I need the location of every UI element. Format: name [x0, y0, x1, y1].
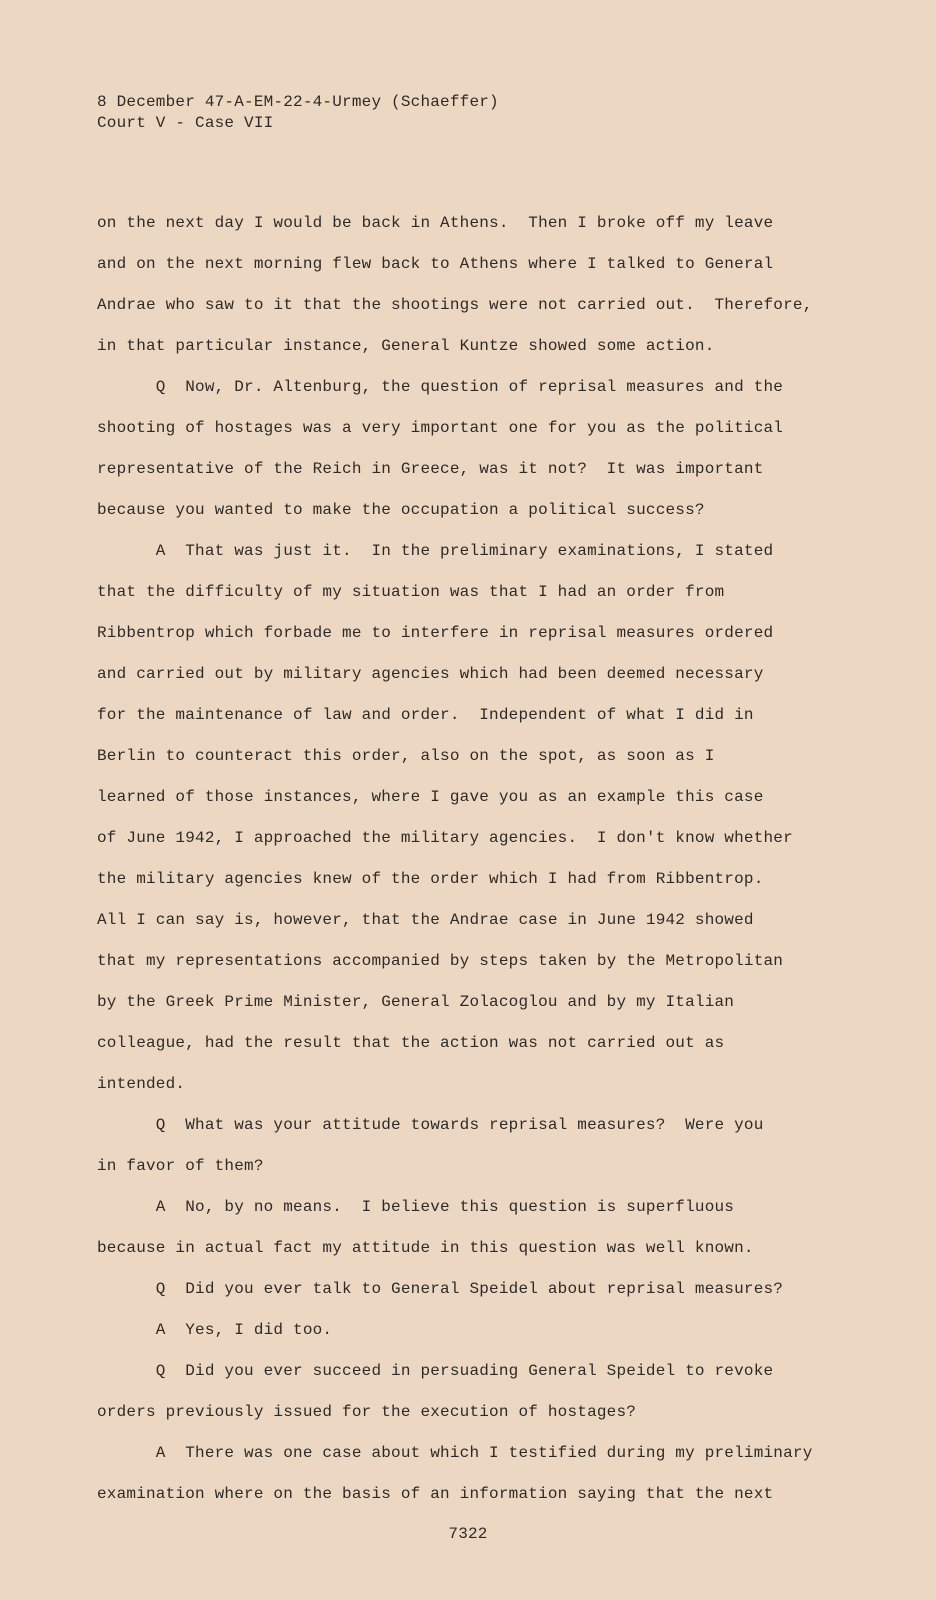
text-line: by the Greek Prime Minister, General Zolacoglou and by my Italian [97, 993, 735, 1011]
text-line: Ribbentrop which forbade me to interfere in reprisal measures ordered [97, 624, 774, 642]
text-line: Q Now, Dr. Altenburg, the question of reprisal measures and the [97, 378, 784, 396]
text-line: and on the next morning flew back to Athens where I talked to General [97, 255, 774, 273]
text-line: Q Did you ever succeed in persuading General Speidel to revoke [97, 1362, 774, 1380]
text-line: for the maintenance of law and order. Independent of what I did in [97, 706, 754, 724]
text-line: examination where on the basis of an information saying that the next [97, 1485, 774, 1503]
text-line: orders previously issued for the execution of hostages? [97, 1403, 637, 1421]
text-line: Berlin to counteract this order, also on the spot, as soon as I [97, 747, 715, 765]
text-line: shooting of hostages was a very important one for you as the political [97, 419, 784, 437]
transcript-body [97, 210, 857, 1522]
text-line: because in actual fact my attitude in this question was well known. [97, 1239, 754, 1257]
text-line: All I can say is, however, that the Andrae case in June 1942 showed [97, 911, 754, 929]
text-line: that the difficulty of my situation was that I had an order from [97, 583, 725, 601]
text-line: intended. [97, 1075, 186, 1093]
text-line: because you wanted to make the occupation a political success? [97, 501, 705, 519]
text-line: Andrae who saw to it that the shootings were not carried out. Therefore, [97, 296, 813, 314]
text-line: learned of those instances, where I gave you as an example this case [97, 788, 764, 806]
text-line: A That was just it. In the preliminary examinations, I stated [97, 542, 774, 560]
text-line: Q Did you ever talk to General Speidel about reprisal measures? [97, 1280, 784, 1298]
text-line: representative of the Reich in Greece, was it not? It was important [97, 460, 764, 478]
text-line: that my representations accompanied by steps taken by the Metropolitan [97, 952, 784, 970]
text-line: and carried out by military agencies which had been deemed necessary [97, 665, 764, 683]
text-line: the military agencies knew of the order which I had from Ribbentrop. [97, 870, 764, 888]
text-line: colleague, had the result that the action was not carried out as [97, 1034, 725, 1052]
header-session-line: 8 December 47-A-EM-22-4-Urmey (Schaeffer) [97, 93, 499, 111]
text-line: on the next day I would be back in Athens. Then I broke off my leave [97, 214, 774, 232]
page-number: 7322 [448, 1525, 488, 1543]
header-court-line: Court V - Case VII [97, 114, 274, 132]
text-line: of June 1942, I approached the military agencies. I don't know whether [97, 829, 793, 847]
text-line: A Yes, I did too. [97, 1321, 333, 1339]
text-line: in that particular instance, General Kuntze showed some action. [97, 337, 715, 355]
text-line: A No, by no means. I believe this question is superfluous [97, 1198, 735, 1216]
document-header [97, 92, 499, 134]
text-line: in favor of them? [97, 1157, 264, 1175]
text-line: A There was one case about which I testified during my preliminary [97, 1444, 813, 1462]
text-line: Q What was your attitude towards reprisal measures? Were you [97, 1116, 764, 1134]
